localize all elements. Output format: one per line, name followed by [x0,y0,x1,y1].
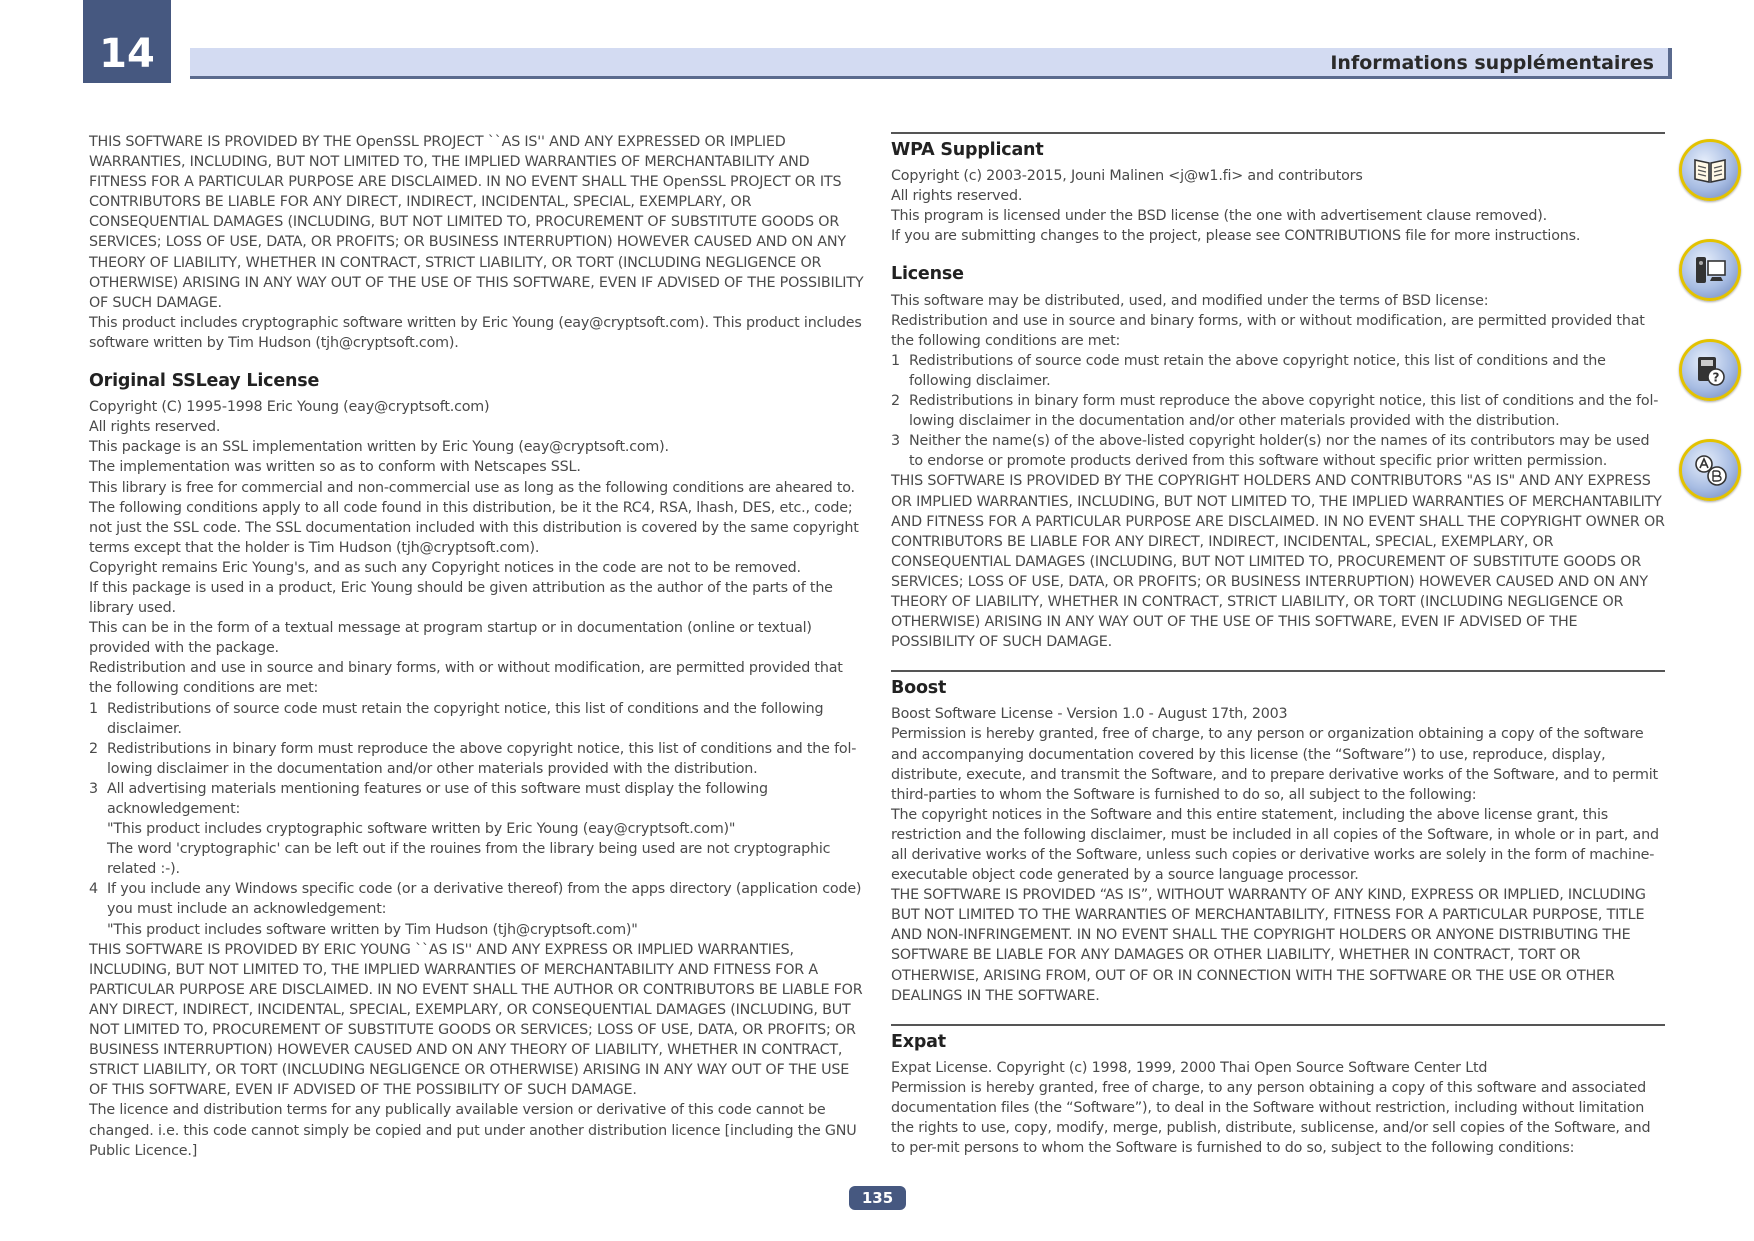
list-item [89,879,864,919]
list-item-number: 1 [891,352,900,369]
page-number: 135 [849,1186,906,1210]
list-item-quote: "This product includes cryptographic software written by Eric Young (eay@cryptsoft.com)" [107,821,736,838]
ssleay-copyright: Copyright (C) 1995-1998 Eric Young (eay@cryptsoft.com) [89,399,490,416]
list-item [891,391,1665,431]
list-item [891,351,1665,391]
boost-paragraph: Boost Software License - Version 1.0 - August 17th, 2003 [891,706,1288,723]
boost-paragraph: THE SOFTWARE IS PROVIDED “AS IS”, WITHOUT WARRANTY OF ANY KIND, EXPRESS OR IMPLIED, INCLUDING BUT NOT LIMITED TO THE WARRANTIES OF MERCHANTABILITY, FITNESS FOR A PARTICULAR PURPOSE, TITLE AND NON-INFRINGEMENT. IN NO EVENT SHALL THE COPYRIGHT HOLDERS OR ANYONE DISTRIBUTING THE SOFTWARE BE LIABLE FOR ANY DAMAGES OR OTHER LIABILITY, WHETHER IN CONTRACT, TORT OR OTHERWISE, ARISING FROM, OUT OF OR IN CONNECTION WITH THE SOFTWARE OR THE USE OR OTHER DEALINGS IN THE SOFTWARE. [891,887,1646,1004]
ssleay-heading: Original SSLeay License [89,371,320,392]
list-item-text: All advertising materials mentioning features or use of this software must display the following acknowledgement: [107,780,768,817]
ssleay-paragraph: This package is an SSL implementation written by Eric Young (eay@cryptsoft.com). [89,439,669,456]
ssleay-paragraph: This library is free for commercial and non-commercial use as long as the following conditions are aheared to. The following conditions apply to all code found in this distribution, be it the RC4, RSA, lhash, DES, etc., code; not just the SSL code. The SSL documentation included with this distribution is covered by the same copyright terms except that the holder is Tim Hudson (tjh@cryptsoft.com). [89,479,859,556]
wpa-paragraph: All rights reserved. [891,188,1023,205]
expat-heading: Expat [891,1031,946,1052]
list-item [89,699,864,739]
glossary-icon [1691,451,1729,489]
list-item [89,779,864,819]
chapter-badge [83,0,171,83]
ssleay-rights: All rights reserved. [89,419,221,436]
list-item-text: If you include any Windows specific code (or a derivative thereof) from the apps directory (application code) you must include an acknowledgement: [107,881,862,918]
openssl-attribution: This product includes cryptographic software written by Eric Young (eay@cryptsoft.com). This product includes software written by Tim Hudson (tjh@cryptsoft.com). [89,314,862,351]
ssleay-paragraph: The implementation was written so as to conform with Netscapes SSL. [89,459,581,476]
list-item-quote: "This product includes software written by Tim Hudson (tjh@cryptsoft.com)" [107,921,638,938]
side-nav-book-button[interactable] [1679,139,1741,201]
ssleay-paragraph: If this package is used in a product, Eric Young should be given attribution as the author of the parts of the library used. [89,579,833,617]
list-item-number: 3 [89,780,98,797]
devices-icon [1691,251,1729,289]
expat-paragraph: Permission is hereby granted, free of charge, to any person obtaining a copy of this software and associated documentation files (the “Software”), to deal in the Software without restriction, including without limitation the rights to use, copy, modify, merge, publish, distribute, sublicense, and/or sell copies of the Software, and to per-mit persons to whom the Software is furnished to do so, subject to the following conditions: [891,1079,1651,1157]
wpa-paragraph: If you are submitting changes to the project, please see CONTRIBUTIONS file for more instructions. [891,228,1581,245]
boost-paragraph: The copyright notices in the Software and this entire statement, including the above license grant, this restriction and the following disclaimer, must be included in all copies of the Software, in whole or in part, and all derivative works of the Software, unless such copies or derivative works are solely in the form of machine-executable object code generated by a source language processor. [891,806,1659,884]
side-nav-devices-button[interactable] [1679,239,1741,301]
ssleay-paragraph: Redistribution and use in source and binary forms, with or without modification, are permitted provided that the following conditions are met: [89,660,843,697]
expat-section [891,1024,1665,1159]
ssleay-final-note: The licence and distribution terms for any publically available version or derivative of this code cannot be changed. i.e. this code cannot simply be copied and put under another distribution licence [including the GNU Public Licence.] [89,1102,857,1159]
list-item-text: Redistributions in binary form must reproduce the above copyright notice, this list of conditions and the fol-lowing disclaimer in the documentation and/or other materials provided with the distribution. [909,393,1659,430]
book-icon [1691,151,1729,189]
list-item-text: Redistributions of source code must retain the above copyright notice, this list of conditions and the following disclaimer. [909,352,1606,389]
license-heading: License [891,264,964,285]
expat-paragraph: Expat License. Copyright (c) 1998, 1999, 2000 Thai Open Source Software Center Ltd [891,1059,1488,1076]
openssl-warranty: THIS SOFTWARE IS PROVIDED BY THE OpenSSL PROJECT ``AS IS'' AND ANY EXPRESSED OR IMPLIED WARRANTIES, INCLUDING, BUT NOT LIMITED TO, THE IMPLIED WARRANTIES OF MERCHANTABILITY AND FITNESS FOR A PARTICULAR PURPOSE ARE DISCLAIMED. IN NO EVENT SHALL THE OpenSSL PROJECT OR ITS CONTRIBUTORS BE LIABLE FOR ANY DIRECT, INDIRECT, INCIDENTAL, SPECIAL, EXEMPLARY, OR CONSEQUENTIAL DAMAGES (INCLUDING, BUT NOT LIMITED TO, PROCUREMENT OF SUBSTITUTE GOODS OR SERVICES; LOSS OF USE, DATA, OR PROFITS; OR BUSINESS INTERRUPTION) HOWEVER CAUSED AND ON ANY THEORY OF LIABILITY, WHETHER IN CONTRACT, STRICT LIABILITY, OR TORT (INCLUDING NEGLIGENCE OR OTHERWISE) ARISING IN ANY WAY OUT OF THE USE OF THIS SOFTWARE, EVEN IF ADVISED OF THE POSSIBILITY OF SUCH DAMAGE. [89,134,864,311]
page-title: Informations supplémentaires [1330,52,1654,74]
license-paragraph: This software may be distributed, used, and modified under the terms of BSD license: [891,292,1489,309]
list-item-number: 2 [89,740,98,757]
list-item-number: 3 [891,433,900,450]
ssleay-paragraph: Copyright remains Eric Young's, and as such any Copyright notices in the code are not to be removed. [89,559,801,576]
boost-section [891,670,1665,1006]
list-item-number: 1 [89,700,98,717]
wpa-paragraph: Copyright (c) 2003-2015, Jouni Malinen <j@w1.fi> and contributors [891,168,1363,185]
header-endcap [1668,48,1672,79]
list-item [89,739,864,779]
wpa-heading: WPA Supplicant [891,140,1044,160]
chapter-number: 14 [99,31,155,77]
license-paragraph: Redistribution and use in source and binary forms, with or without modification, are permitted provided that the following conditions are met: [891,312,1645,349]
help-icon [1691,351,1729,389]
boost-paragraph: Permission is hereby granted, free of charge, to any person or organization obtaining a copy of the software and accompanying documentation covered by this license (the “Software”) to use, reproduce, display, distribute, execute, and transmit the Software, and to prepare derivative works of the Software, and to permit third-parties to whom the Software is furnished to do so, all subject to the following: [891,726,1658,803]
list-item-text: Redistributions of source code must retain the copyright notice, this list of conditions and the following disclaimer. [107,700,824,737]
left-column [89,132,864,1161]
ssleay-paragraph: This can be in the form of a textual message at program startup or in documentation (online or textual) provided with the package. [89,620,812,657]
header-bar [190,48,1668,79]
wpa-paragraph: This program is licensed under the BSD license (the one with advertisement clause removed). [891,208,1547,225]
side-nav-help-button[interactable] [1679,339,1741,401]
list-item-text: Neither the name(s) of the above-listed copyright holder(s) nor the names of its contributors may be used to endorse or promote products derived from this software without specific prior written permission. [909,433,1650,470]
list-item-text: Redistributions in binary form must reproduce the above copyright notice, this list of conditions and the fol-lowing disclaimer in the documentation and/or other materials provided with the distribution. [107,740,857,777]
side-nav-glossary-button[interactable] [1679,439,1741,501]
license-warranty: THIS SOFTWARE IS PROVIDED BY THE COPYRIGHT HOLDERS AND CONTRIBUTORS "AS IS" AND ANY EXPRESS OR IMPLIED WARRANTIES, INCLUDING, BUT NOT LIMITED TO, THE IMPLIED WARRANTIES OF MERCHANTABILITY AND FITNESS FOR A PARTICULAR PURPOSE ARE DISCLAIMED. IN NO EVENT SHALL THE COPYRIGHT OWNER OR CONTRIBUTORS BE LIABLE FOR ANY DIRECT, INDIRECT, INCIDENTAL, SPECIAL, EXEMPLARY, OR CONSEQUENTIAL DAMAGES (INCLUDING, BUT NOT LIMITED TO, PROCUREMENT OF SUBSTITUTE GOODS OR SERVICES; LOSS OF USE, DATA, OR PROFITS; OR BUSINESS INTERRUPTION) HOWEVER CAUSED AND ON ANY THEORY OF LIABILITY, WHETHER IN CONTRACT, STRICT LIABILITY, OR TORT (INCLUDING NEGLIGENCE OR OTHERWISE) ARISING IN ANY WAY OUT OF THE USE OF THIS SOFTWARE, EVEN IF ADVISED OF THE POSSIBILITY OF SUCH DAMAGE. [891,473,1665,651]
svg-text:?: ? [1712,370,1720,385]
boost-heading: Boost [891,678,947,699]
list-item-number: 2 [891,393,900,410]
list-item [891,431,1665,471]
wpa-section [891,132,1665,652]
ssleay-warranty: THIS SOFTWARE IS PROVIDED BY ERIC YOUNG ``AS IS'' AND ANY EXPRESS OR IMPLIED WARRANTIES, INCLUDING, BUT NOT LIMITED TO, THE IMPLIED WARRANTIES OF MERCHANTABILITY AND FITNESS FOR A PARTICULAR PURPOSE ARE DISCLAIMED. IN NO EVENT SHALL THE AUTHOR OR CONTRIBUTORS BE LIABLE FOR ANY DIRECT, INDIRECT, INCIDENTAL, SPECIAL, EXEMPLARY, OR CONSEQUENTIAL DAMAGES (INCLUDING, BUT NOT LIMITED TO, PROCUREMENT OF SUBSTITUTE GOODS OR SERVICES; LOSS OF USE, DATA, OR PROFITS; OR BUSINESS INTERRUPTION) HOWEVER CAUSED AND ON ANY THEORY OF LIABILITY, WHETHER IN CONTRACT, STRICT LIABILITY, OR TORT (INCLUDING NEGLIGENCE OR OTHERWISE) ARISING IN ANY WAY OUT OF THE USE OF THIS SOFTWARE, EVEN IF ADVISED OF THE POSSIBILITY OF SUCH DAMAGE. [89,941,863,1099]
list-item-note: The word 'cryptographic' can be left out if the rouines from the library being used are not cryptographic related :-). [107,841,831,878]
list-item-number: 4 [89,881,98,898]
right-column [891,132,1665,1158]
